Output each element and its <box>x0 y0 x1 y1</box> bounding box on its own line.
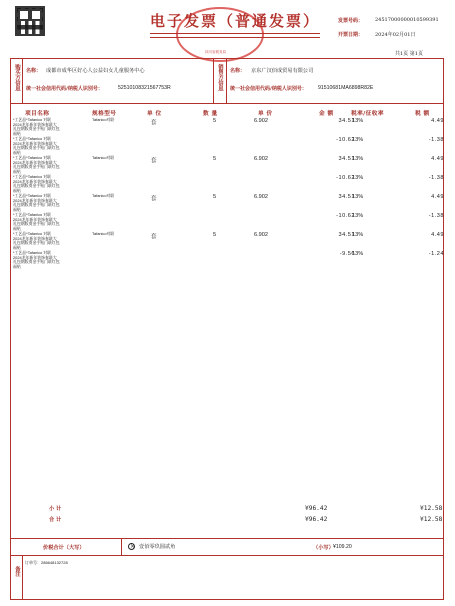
table-row <box>0 118 455 136</box>
table-row <box>0 194 455 212</box>
item-amount: 34.51 <box>338 118 355 124</box>
item-tax-amount: 4.49 <box>431 118 444 124</box>
item-tax-rate: 13% <box>352 137 364 143</box>
item-spec: Tafanico对联 <box>92 193 115 198</box>
item-unit: 套 <box>151 120 157 126</box>
grand-total-divider <box>121 538 122 555</box>
remarks-text: 订单号：286648132728 <box>25 560 68 565</box>
item-tax-rate: 13% <box>352 213 364 219</box>
column-header-price: 单 价 <box>258 111 273 117</box>
invoice-number: 24517000000010599391 <box>375 17 439 23</box>
item-quantity: 5 <box>213 232 217 238</box>
table-row <box>0 251 455 269</box>
page-count: 共1页 第1页 <box>395 51 423 57</box>
table-row <box>0 175 455 193</box>
item-name: *工艺品*Tafanico 对联 2024龙年新年装饰春联大礼包钢版烫金手贴门联红包福贴 <box>13 231 60 250</box>
item-unit: 套 <box>151 196 157 202</box>
item-tax-amount: -1.24 <box>428 251 444 257</box>
buyer-name: 成都市成华区好心人公益妇女儿童服务中心 <box>46 68 145 74</box>
seller-tax-number: 91510681MA6898R82E <box>318 85 374 91</box>
cancel-icon: × <box>130 543 136 550</box>
remarks-divider <box>22 555 23 600</box>
remarks-label: 备注 <box>14 566 20 577</box>
item-tax-amount: -1.38 <box>428 137 444 143</box>
item-amount: -9.56 <box>339 251 355 257</box>
buyer-tax-label: 统一社会信用代码/纳税人识别号： <box>26 86 103 92</box>
item-tax-rate: 13% <box>352 251 364 257</box>
item-spec: Tafanico对联 <box>92 155 115 160</box>
item-name: *工艺品*Tafanico 对联 2024龙年新年装饰春联大礼包钢版烫金手贴门联红包福贴 <box>13 155 60 174</box>
seller-tax-label: 统一社会信用代码/纳税人识别号： <box>230 86 307 92</box>
column-header-qty: 数 量 <box>203 111 218 117</box>
table-row <box>0 156 455 174</box>
invoice-date: 2024年02月01日 <box>375 32 416 38</box>
column-header-tax: 税 额 <box>415 111 430 117</box>
item-spec: Tafanico对联 <box>92 117 115 122</box>
item-amount: -10.62 <box>336 213 355 219</box>
item-name: *工艺品*Tafanico 对联 2024龙年新年装饰春联大礼包钢版烫金手贴门联红包福贴 <box>13 212 60 231</box>
item-tax-rate: 13% <box>352 156 364 162</box>
item-unit-price: 6.902 <box>254 194 268 200</box>
item-unit: 套 <box>151 234 157 240</box>
item-name: *工艺品*Tafanico 对联 2024龙年新年装饰春联大礼包钢版烫金手贴门联红包福贴 <box>13 174 60 193</box>
buyer-side-label: 购买方信息 <box>14 64 20 91</box>
item-tax-amount: 4.49 <box>431 194 444 200</box>
buyer-name-label: 名称： <box>26 68 42 74</box>
column-header-spec: 规格型号 <box>92 111 117 117</box>
seller-side-label: 销售方信息 <box>217 64 223 91</box>
qr-code <box>15 6 45 36</box>
item-tax-amount: 4.49 <box>431 156 444 162</box>
table-row <box>0 232 455 250</box>
invoice-number-label: 发票号码： <box>338 18 364 24</box>
item-amount: -10.62 <box>336 137 355 143</box>
item-tax-rate: 13% <box>352 175 364 181</box>
item-tax-amount: -1.38 <box>428 175 444 181</box>
column-header-rate: 税率/征收率 <box>351 111 384 117</box>
grand-total-label: 价税合计（大写） <box>43 545 85 551</box>
total-amount: ¥96.42 <box>305 516 328 523</box>
grand-total-uppercase: 壹佰零玖圆贰角 <box>139 544 176 550</box>
buyer-seller-divider <box>213 58 214 103</box>
item-spec: Tafanico对联 <box>92 231 115 236</box>
item-tax-amount: -1.38 <box>428 213 444 219</box>
item-tax-rate: 13% <box>352 194 364 200</box>
item-amount: 34.51 <box>338 232 355 238</box>
item-unit-price: 6.902 <box>254 156 268 162</box>
subtotal-tax: ¥12.58 <box>420 505 443 512</box>
column-header-unit: 单 位 <box>147 111 162 117</box>
column-header-item-name: 项目名称 <box>25 111 50 117</box>
party-bottom-line <box>10 103 444 104</box>
item-quantity: 5 <box>213 118 217 124</box>
seller-name: 京东广汉佰成贸易有限公司 <box>251 68 314 74</box>
seal-text: 四川省税务局 <box>205 50 226 54</box>
item-name: *工艺品*Tafanico 对联 2024龙年新年装饰春联大礼包钢版烫金手贴门联红包福贴 <box>13 250 60 269</box>
seller-name-label: 名称： <box>230 68 246 74</box>
item-tax-rate: 13% <box>352 232 364 238</box>
item-name: *工艺品*Tafanico 对联 2024龙年新年装饰春联大礼包钢版烫金手贴门联红包福贴 <box>13 136 60 155</box>
grand-total-bottom-line <box>10 555 444 556</box>
item-amount: -10.62 <box>336 175 355 181</box>
item-amount: 34.51 <box>338 194 355 200</box>
item-unit-price: 6.902 <box>254 232 268 238</box>
grand-total-small: ¥109.20 <box>333 544 352 550</box>
table-row <box>0 137 455 155</box>
buyer-side-divider <box>22 58 23 103</box>
item-tax-amount: 4.49 <box>431 232 444 238</box>
item-quantity: 5 <box>213 194 217 200</box>
seller-side-divider <box>226 58 227 103</box>
invoice-title: 电子发票（普通发票） <box>150 12 321 30</box>
item-tax-rate: 13% <box>352 118 364 124</box>
title-underline <box>150 33 320 38</box>
total-label: 合 计 <box>49 517 62 523</box>
item-unit-price: 6.902 <box>254 118 268 124</box>
item-quantity: 5 <box>213 156 217 162</box>
buyer-tax-number: 52510108321567753R <box>118 85 171 91</box>
grand-total-small-label: （小写） <box>313 545 334 551</box>
invoice-date-label: 开票日期： <box>338 32 364 38</box>
item-amount: 34.51 <box>338 156 355 162</box>
item-unit: 套 <box>151 158 157 164</box>
item-name: *工艺品*Tafanico 对联 2024龙年新年装饰春联大礼包钢版烫金手贴门联红包福贴 <box>13 117 60 136</box>
table-row <box>0 213 455 231</box>
subtotal-label: 小 计 <box>49 506 62 512</box>
item-name: *工艺品*Tafanico 对联 2024龙年新年装饰春联大礼包钢版烫金手贴门联红包福贴 <box>13 193 60 212</box>
grand-total-top-line <box>10 538 444 539</box>
total-tax: ¥12.58 <box>420 516 443 523</box>
column-header-amount: 金 额 <box>319 111 334 117</box>
subtotal-amount: ¥96.42 <box>305 505 328 512</box>
